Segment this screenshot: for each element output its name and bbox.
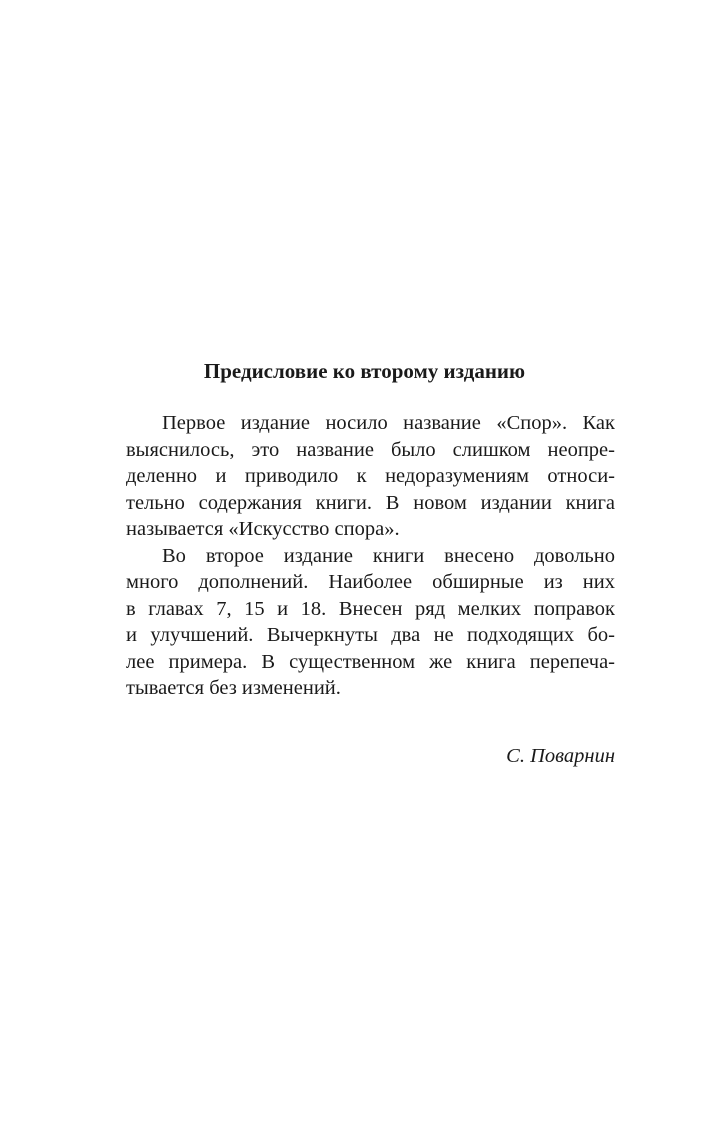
page-title: Предисловие ко второму изданию (203, 359, 526, 383)
text-line: Во второе издание книги внесено довольно (162, 544, 615, 567)
text-line: много дополнений. Наиболее обширные из них (126, 571, 615, 593)
author-signature: С. Поварнин (506, 745, 615, 767)
paragraph-1 (126, 410, 615, 543)
paragraph-2 (126, 543, 615, 702)
text-line: и улучшений. Вычеркнуты два не подходящих бо- (126, 624, 615, 646)
text-line: тывается без изменений. (126, 677, 341, 699)
preface-body (126, 410, 615, 702)
text-line: деленно и приводило к недоразумениям относи- (126, 465, 615, 487)
text-line: выяснилось, это название было слишком неопре- (126, 438, 615, 461)
text-line: тельно содержания книги. В новом издании книга (126, 491, 615, 514)
text-line: Первое издание носило название «Спор». Как (162, 412, 615, 434)
text-line: называется «Искусство спора». (126, 518, 400, 540)
text-line: в главах 7, 15 и 18. Внесен ряд мелких поправок (126, 597, 615, 620)
text-line: лее примера. В существенном же книга перепеча- (126, 650, 615, 673)
